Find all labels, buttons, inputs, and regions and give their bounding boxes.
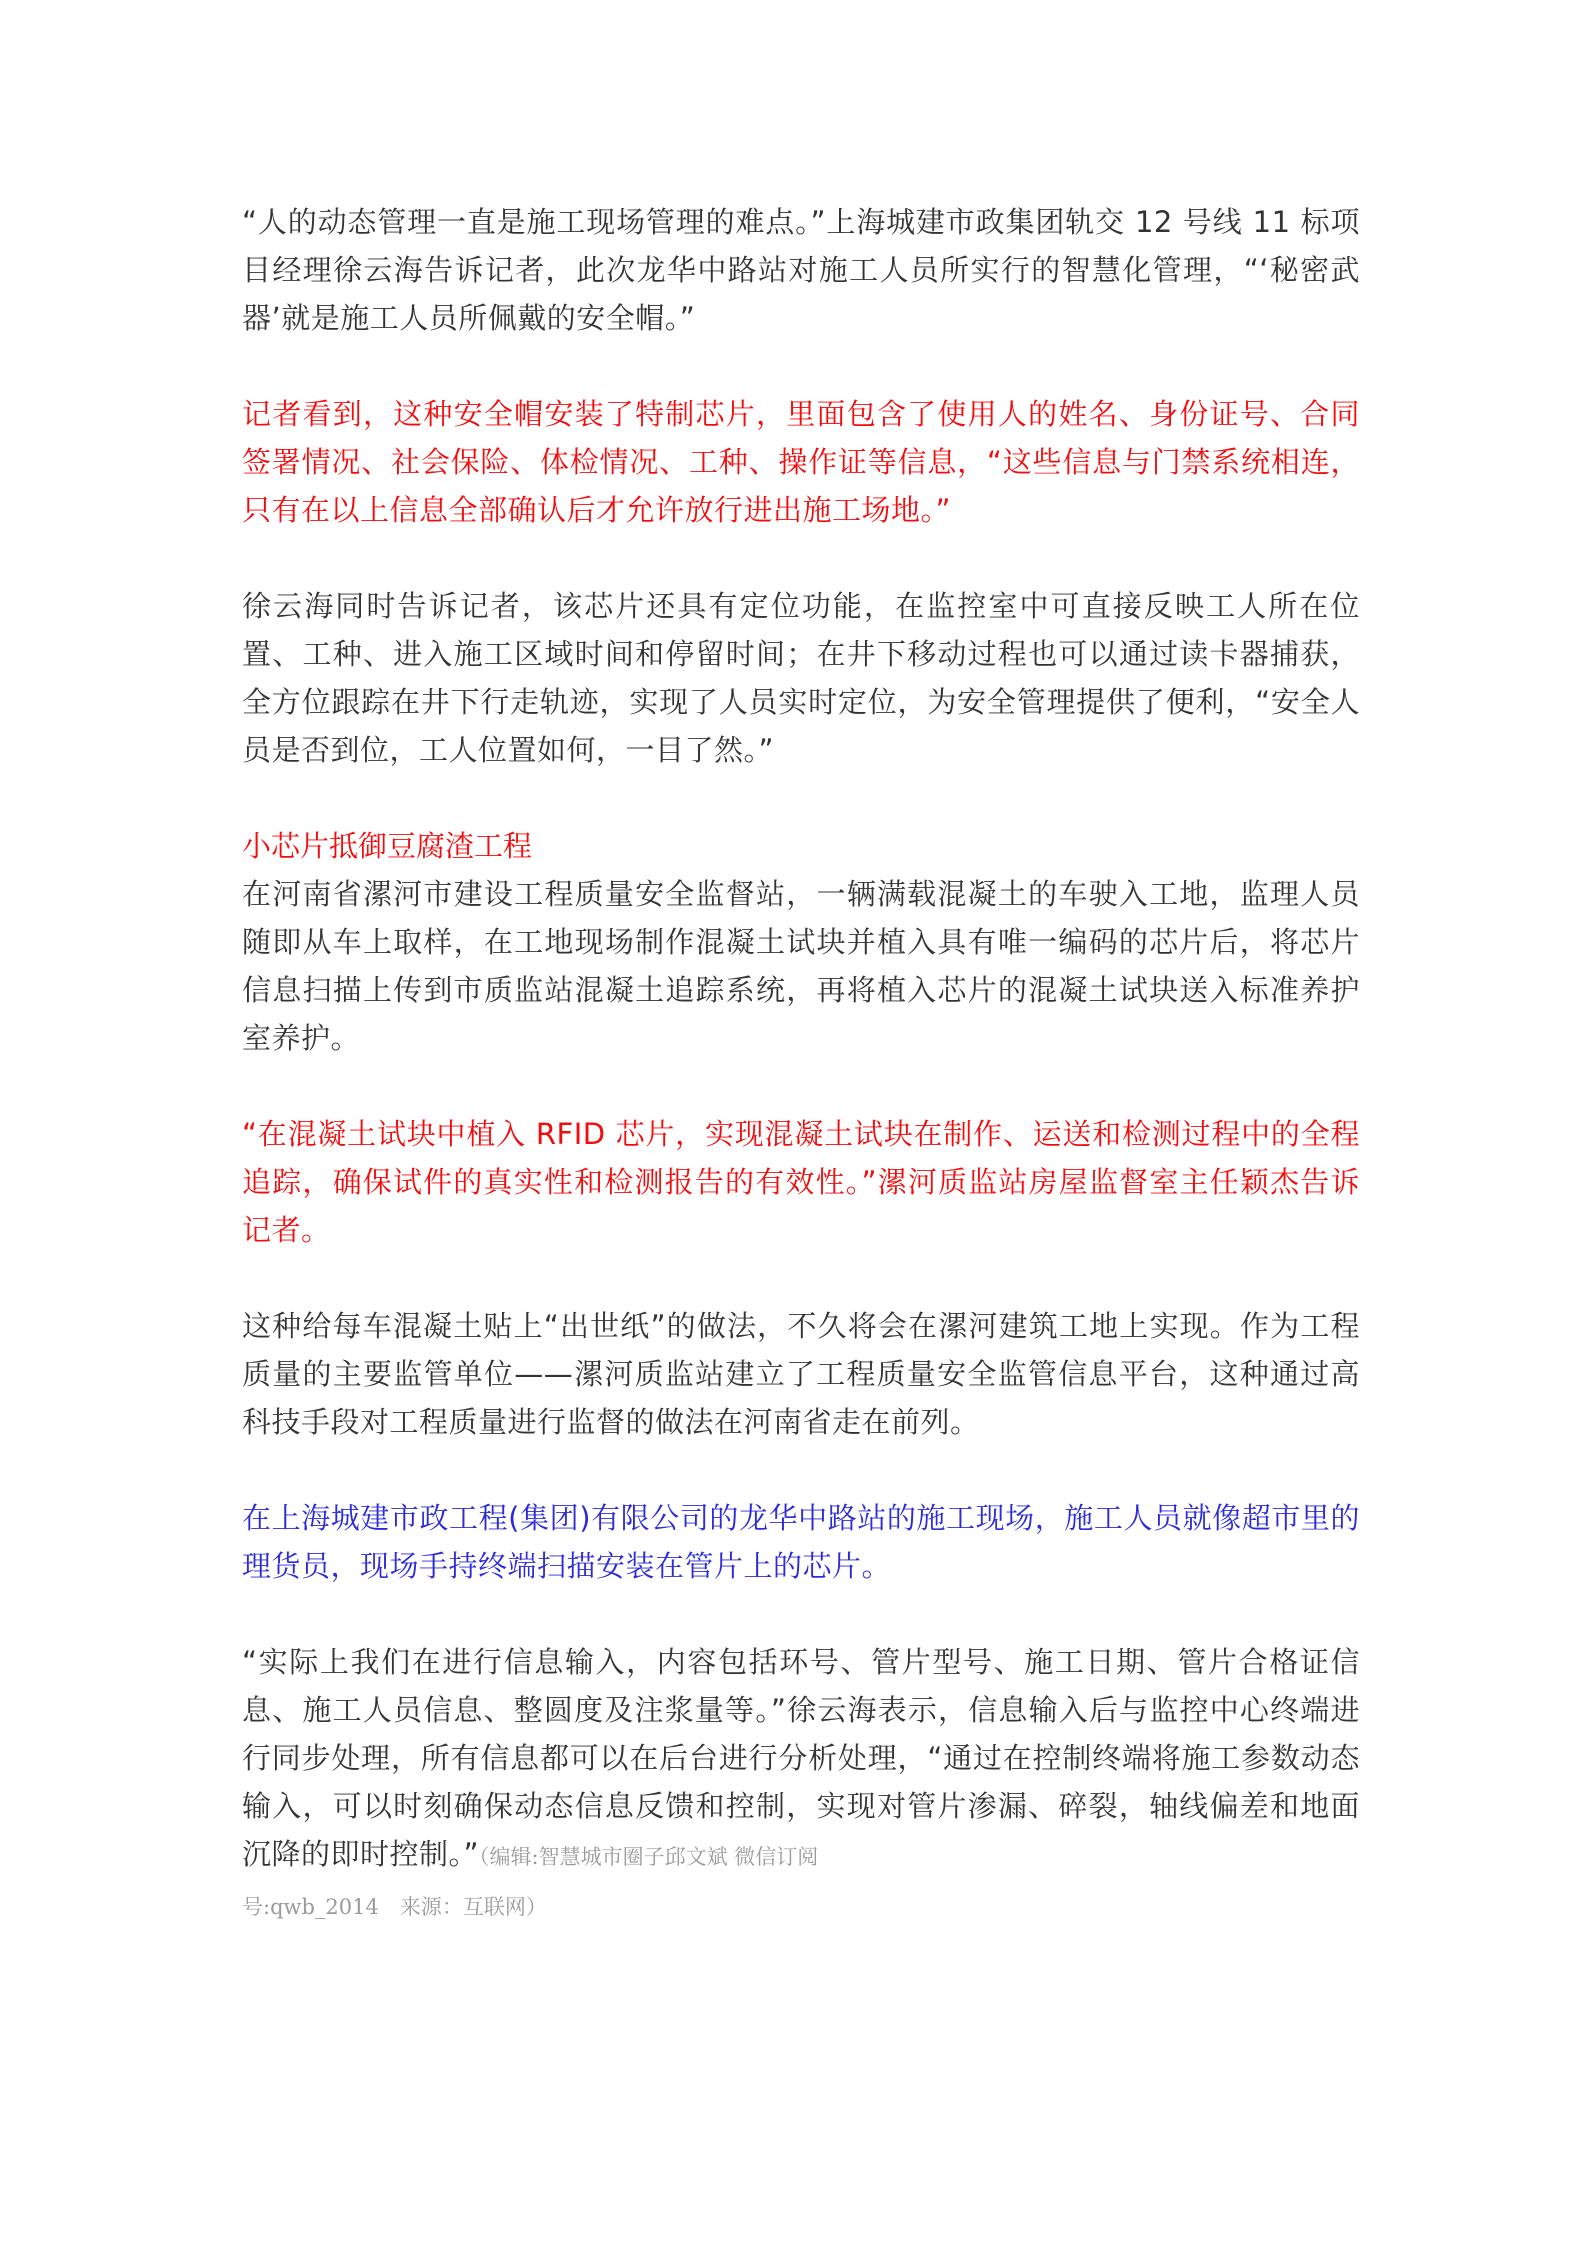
paragraph-spacer (242, 342, 1360, 390)
paragraph-concrete-sampling: 在河南省漯河市建设工程质量安全监督站，一辆满载混凝土的车驶入工地，监理人员随即从车上取样，在工地现场制作混凝土试块并植入具有唯一编码的芯片后，将芯片信息扫描上传到市质监站混凝土追踪系统，再将植入芯片的混凝土试块送入标准养护室养护。 (242, 877, 1360, 1055)
paragraph-helmet-intro: “人的动态管理一直是施工现场管理的难点。”上海城建市政集团轨交 12 号线 11 标项目经理徐云海告诉记者，此次龙华中路站对施工人员所实行的智慧化管理，“‘秘密武器’就是施工人员所佩戴的安全帽。” (242, 205, 1360, 335)
paragraph-spacer (242, 1590, 1360, 1638)
paragraph-spacer (242, 534, 1360, 582)
paragraph-rfid-quote: “在混凝土试块中植入 RFID 芯片，实现混凝土试块在制作、运送和检测过程中的全程追踪，确保试件的真实性和检测报告的有效性。”漯河质监站房屋监督室主任颖杰告诉记者。 (242, 1117, 1360, 1247)
article-body (242, 198, 1360, 1927)
paragraph-birth-certificate: 这种给每车混凝土贴上“出世纸”的做法，不久将会在漯河建筑工地上实现。作为工程质量的主要监管单位——漯河质监站建立了工程质量安全监管信息平台，这种通过高科技手段对工程质量进行监督的做法在河南省走在前列。 (242, 1309, 1360, 1439)
paragraph-spacer (242, 1254, 1360, 1302)
editor-note: （编辑:智慧城市圈子邱文斌 微信订阅 (479, 1845, 819, 1869)
source-line: 号:qwb_2014 来源：互联网） (242, 1895, 547, 1919)
paragraph-scanning-site: 在上海城建市政工程(集团)有限公司的龙华中路站的施工现场，施工人员就像超市里的理货员，现场手持终端扫描安装在管片上的芯片。 (242, 1501, 1360, 1583)
paragraph-information-input (242, 1638, 1360, 1881)
paragraph-spacer (242, 1446, 1360, 1494)
paragraph-spacer (242, 774, 1360, 822)
paragraph-helmet-chip: 记者看到，这种安全帽安装了特制芯片，里面包含了使用人的姓名、身份证号、合同签署情况、社会保险、体检情况、工种、操作证等信息，“这些信息与门禁系统相连，只有在以上信息全部确认后才允许放行进出施工场地。” (242, 397, 1360, 527)
paragraph-information-input-text: “实际上我们在进行信息输入，内容包括环号、管片型号、施工日期、管片合格证信息、施工人员信息、整圆度及注浆量等。”徐云海表示，信息输入后与监控中心终端进行同步处理，所有信息都可以在后台进行分析处理，“通过在控制终端将施工参数动态输入，可以时刻确保动态信息反馈和控制，实现对管片渗漏、碎裂，轴线偏差和地面沉降的即时控制。” (242, 1645, 1360, 1871)
section-heading: 小芯片抵御豆腐渣工程 (242, 829, 533, 863)
paragraph-spacer (242, 1062, 1360, 1110)
paragraph-positioning: 徐云海同时告诉记者，该芯片还具有定位功能，在监控室中可直接反映工人所在位置、工种、进入施工区域时间和停留时间；在井下移动过程也可以通过读卡器捕获，全方位跟踪在井下行走轨迹，实现了人员实时定位，为安全管理提供了便利，“安全人员是否到位，工人位置如何，一目了然。” (242, 589, 1360, 767)
